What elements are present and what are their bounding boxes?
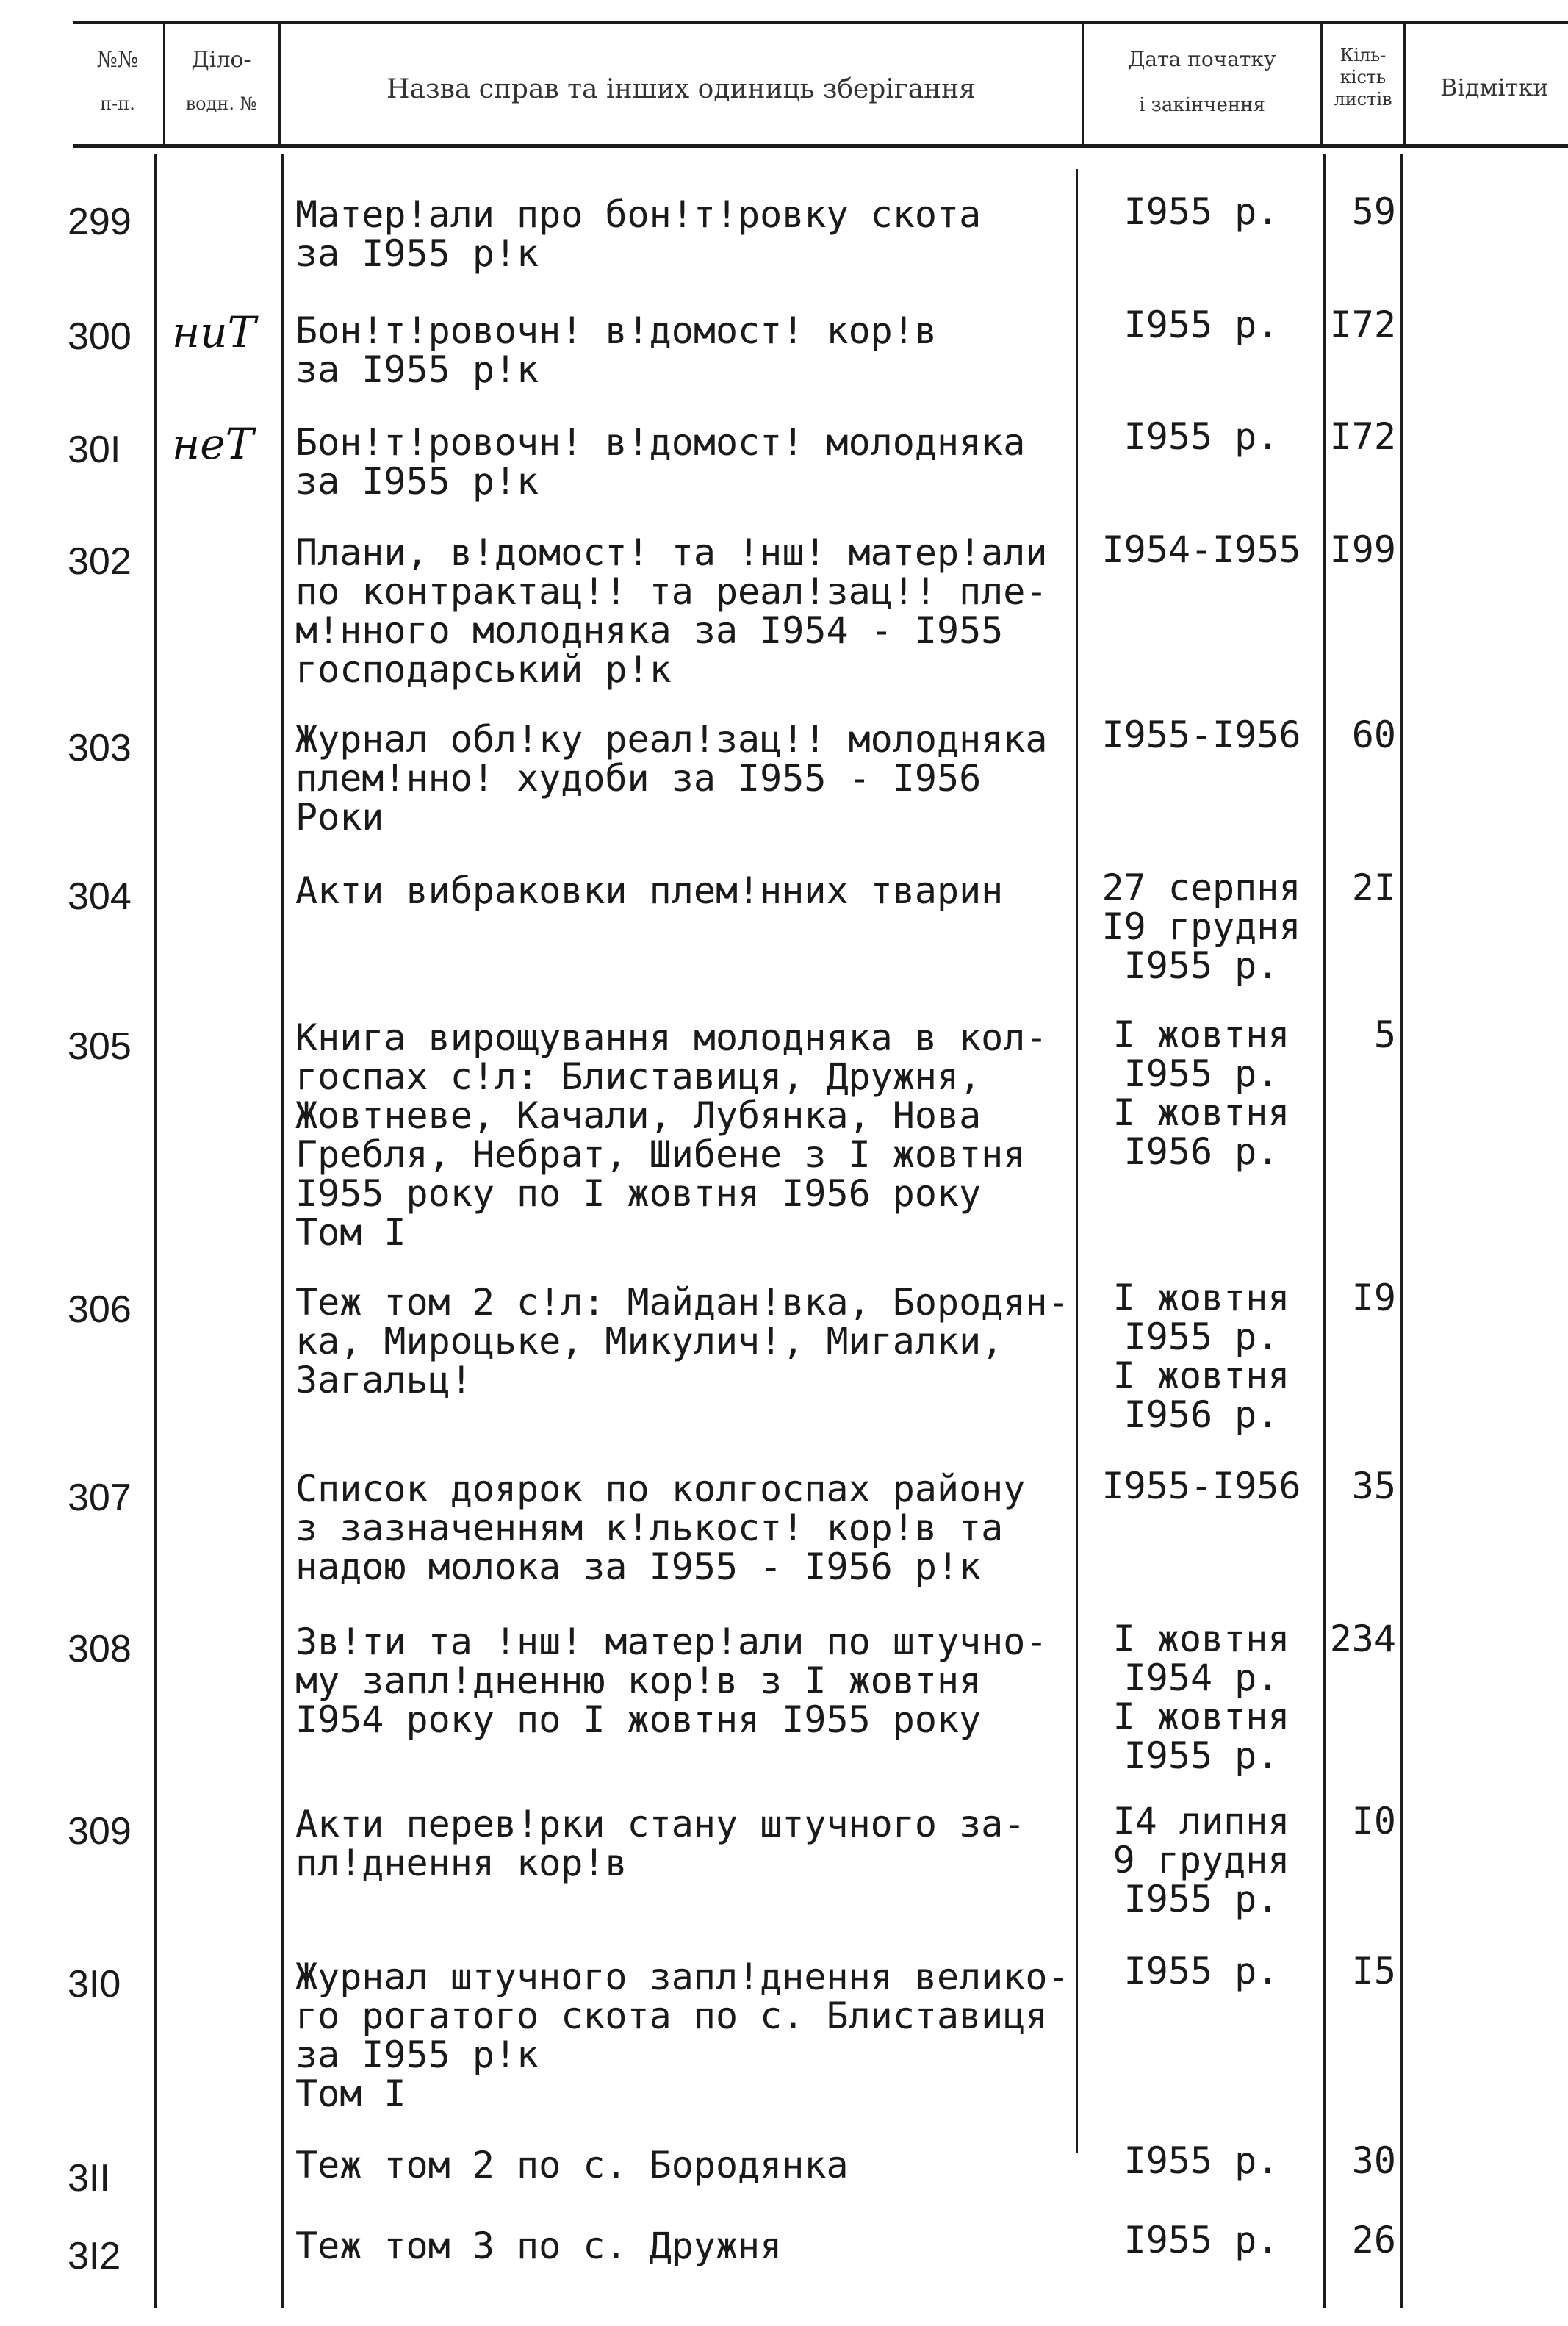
row-title — [295, 1958, 1070, 2114]
row-title — [295, 195, 981, 273]
title-line: Журнал штучного запл!днення велико- — [295, 1956, 1070, 1998]
row-number: 309 — [68, 1810, 132, 1853]
title-line: за I955 р!к — [295, 2034, 539, 2076]
row-title — [295, 1805, 1025, 1883]
header-divider-1 — [163, 22, 165, 147]
body-divider-date — [1076, 169, 1078, 2153]
date-line: I4 липня — [1112, 1800, 1290, 1842]
row-date — [1080, 190, 1323, 233]
row-date — [1080, 1467, 1323, 1506]
title-line: го рогатого скота по с. Блиставиця — [295, 1995, 1048, 2037]
row-date — [1080, 716, 1323, 755]
row-date — [1080, 528, 1323, 571]
date-line: I9 грудня — [1101, 905, 1301, 948]
row-sheets: I99 — [1329, 528, 1396, 571]
title-line: господарський р!к — [295, 648, 672, 691]
header-notes-text: Відмітки — [1440, 73, 1549, 101]
title-line: Книга вирощування молодняка в кол- — [295, 1016, 1048, 1059]
date-line: I954-I955 — [1101, 528, 1301, 571]
date-line: I955 р. — [1123, 2139, 1279, 2182]
header-office — [166, 46, 276, 115]
title-line: Жовтневе, Качали, Лубянка, Нова — [295, 1094, 982, 1137]
row-sheets: I5 — [1351, 1950, 1396, 1992]
title-line: I955 року по I жовтня I956 року — [295, 1172, 982, 1215]
title-line: му запл!дненню кор!в з I жовтня — [295, 1659, 982, 1702]
title-line: Журнал обл!ку реал!зац!! молодняка — [295, 718, 1048, 761]
date-line: I жовтня — [1112, 1354, 1290, 1397]
row-date — [1080, 1620, 1323, 1776]
date-line: 27 серпня — [1101, 866, 1301, 909]
date-line: I956 р. — [1123, 1130, 1279, 1173]
title-line: Бон!т!ровочн! в!домост! молодняка — [295, 421, 1026, 464]
header-title — [282, 72, 1080, 108]
body-divider-sheets-right — [1400, 154, 1403, 2308]
title-line: ка, Мироцьке, Микулич!, Мигалки, — [295, 1320, 1004, 1363]
row-number: 302 — [68, 540, 132, 583]
header-sheets-line-2: кість — [1339, 67, 1387, 87]
row-sheets: 234 — [1329, 1618, 1396, 1660]
row-number: 299 — [68, 201, 132, 243]
title-line: Теж том 3 по с. Дружня — [295, 2225, 783, 2267]
header-date — [1085, 46, 1320, 118]
title-line: м!нного молодняка за I954 - I955 — [295, 609, 1004, 652]
title-line: I954 року по I жовтня I955 року — [295, 1698, 982, 1741]
date-line: 9 грудня — [1112, 1839, 1290, 1881]
header-num-line-2: п-п. — [100, 93, 135, 114]
date-line: I жовтня — [1112, 1013, 1290, 1056]
date-line: I955 р. — [1123, 2219, 1279, 2261]
date-line: I жовтня — [1112, 1695, 1290, 1738]
row-sheets: 2I — [1351, 866, 1396, 909]
date-line: I955 р. — [1123, 1734, 1279, 1777]
row-number: 303 — [68, 727, 132, 769]
row-title — [295, 720, 1048, 837]
date-line: I955 р. — [1123, 304, 1279, 346]
row-date — [1080, 306, 1323, 345]
row-sheets: I72 — [1329, 415, 1396, 458]
date-line: I жовтня — [1112, 1618, 1290, 1660]
header-date-line-2: і закінчення — [1139, 93, 1265, 116]
row-date — [1080, 2221, 1323, 2260]
date-line: I955 р. — [1123, 1315, 1279, 1358]
row-date — [1080, 2139, 1323, 2182]
title-line: по контрактац!! та реал!зац!! пле- — [295, 570, 1048, 613]
date-line: I955 р. — [1123, 415, 1279, 458]
date-line: I жовтня — [1112, 1277, 1290, 1319]
row-date — [1080, 1802, 1323, 1919]
title-line: Роки — [295, 796, 384, 839]
row-sheets: I0 — [1351, 1800, 1396, 1842]
row-date — [1080, 1279, 1323, 1435]
row-sheets: I72 — [1329, 304, 1396, 346]
title-line: Гребля, Небрат, Шибене з I жовтня — [295, 1133, 1026, 1176]
row-sheets: 30 — [1351, 2139, 1396, 2182]
header-title-text: Назва справ та інших одиниць зберігання — [386, 74, 976, 104]
row-number: 307 — [68, 1476, 132, 1519]
row-title — [295, 1016, 1048, 1254]
header-notes — [1440, 72, 1568, 104]
title-line: надою молока за I955 - I956 р!к — [295, 1546, 982, 1588]
row-date — [1080, 866, 1323, 987]
body-divider-num — [154, 154, 157, 2308]
handwritten-mark: ниТ — [172, 307, 256, 357]
row-sheets: 35 — [1351, 1465, 1396, 1507]
header-office-line-2: водн. № — [185, 93, 257, 114]
title-line: за I955 р!к — [295, 460, 539, 503]
row-number: 306 — [68, 1288, 132, 1331]
title-line: Акти вибраковки плем!нних тварин — [295, 869, 1004, 912]
date-line: I955-I956 — [1101, 1465, 1301, 1507]
header-divider-5 — [1403, 22, 1406, 147]
row-sheets: 5 — [1373, 1013, 1396, 1056]
title-line: Матер!али про бон!т!ровку скота — [295, 193, 982, 236]
row-sheets: 60 — [1351, 714, 1396, 756]
row-sheets: 59 — [1351, 190, 1396, 233]
row-title — [295, 1620, 1048, 1741]
handwritten-mark: неТ — [172, 419, 254, 469]
title-line: Теж том 2 с!л: Майдан!вка, Бородян- — [295, 1281, 1070, 1324]
date-line: I954 р. — [1123, 1656, 1279, 1699]
date-line: I955 р. — [1123, 1052, 1279, 1095]
header-sheets-line-3: листів — [1334, 89, 1392, 110]
date-line: I955 р. — [1123, 1950, 1279, 1992]
title-line: Том I — [295, 1211, 406, 1254]
title-line: Том I — [295, 2072, 406, 2115]
title-line: плем!нно! худоби за I955 - I956 — [295, 757, 982, 800]
header-num — [73, 46, 162, 115]
row-title — [295, 2146, 849, 2185]
title-line: з зазначенням к!лькост! кор!в та — [295, 1507, 1004, 1549]
title-line: за I955 р!к — [295, 232, 539, 275]
row-title — [295, 309, 937, 391]
row-number: 300 — [68, 315, 132, 358]
row-sheets: 26 — [1351, 2219, 1396, 2261]
row-number: 3I2 — [68, 2235, 121, 2277]
date-line: I955-I956 — [1101, 714, 1301, 756]
body-divider-title-left — [281, 154, 284, 2308]
header-top-rule — [73, 21, 1568, 24]
row-date — [1080, 417, 1323, 456]
header-num-line-1: №№ — [96, 47, 139, 73]
row-number: 3II — [68, 2157, 110, 2200]
title-line: Список доярок по колгоспах району — [295, 1468, 1026, 1510]
header-divider-3 — [1082, 22, 1084, 147]
date-line: I955 р. — [1123, 190, 1279, 233]
row-number: 30I — [68, 428, 121, 471]
row-title — [295, 2227, 782, 2266]
title-line: госпах с!л: Блиставиця, Дружня, — [295, 1055, 982, 1098]
title-line: Бон!т!ровочн! в!домост! кор!в — [295, 309, 937, 352]
date-line: I956 р. — [1123, 1393, 1279, 1436]
row-number: 3I0 — [68, 1963, 121, 2006]
title-line: Теж том 2 по с. Бородянка — [295, 2144, 849, 2186]
row-number: 308 — [68, 1628, 132, 1670]
title-line: за I955 р!к — [295, 348, 539, 391]
title-line: Загальц! — [295, 1359, 472, 1401]
header-divider-2 — [278, 22, 281, 147]
date-line: I955 р. — [1123, 1878, 1279, 1920]
row-title — [295, 1283, 1070, 1400]
row-title — [295, 869, 1004, 912]
row-title — [295, 531, 1048, 691]
header-office-line-1: Діло- — [191, 47, 251, 73]
row-number: 305 — [68, 1025, 132, 1068]
row-number: 304 — [68, 875, 132, 918]
row-title — [295, 423, 1025, 501]
title-line: Зв!ти та !нш! матер!али по штучно- — [295, 1620, 1048, 1663]
row-title — [295, 1470, 1025, 1587]
title-line: Плани, в!домост! та !нш! матер!али — [295, 531, 1048, 574]
title-line: Акти перев!рки стану штучного за- — [295, 1803, 1026, 1845]
header-sheets-line-1: Кіль- — [1339, 45, 1387, 65]
date-line: I955 р. — [1123, 944, 1279, 987]
row-date — [1080, 1013, 1323, 1173]
header-sheets — [1323, 44, 1403, 110]
title-line: пл!днення кор!в — [295, 1842, 627, 1884]
date-line: I жовтня — [1112, 1091, 1290, 1134]
row-date — [1080, 1952, 1323, 1991]
row-sheets: I9 — [1351, 1277, 1396, 1319]
header-date-line-1: Дата початку — [1128, 47, 1276, 71]
header-bottom-rule — [73, 144, 1568, 148]
